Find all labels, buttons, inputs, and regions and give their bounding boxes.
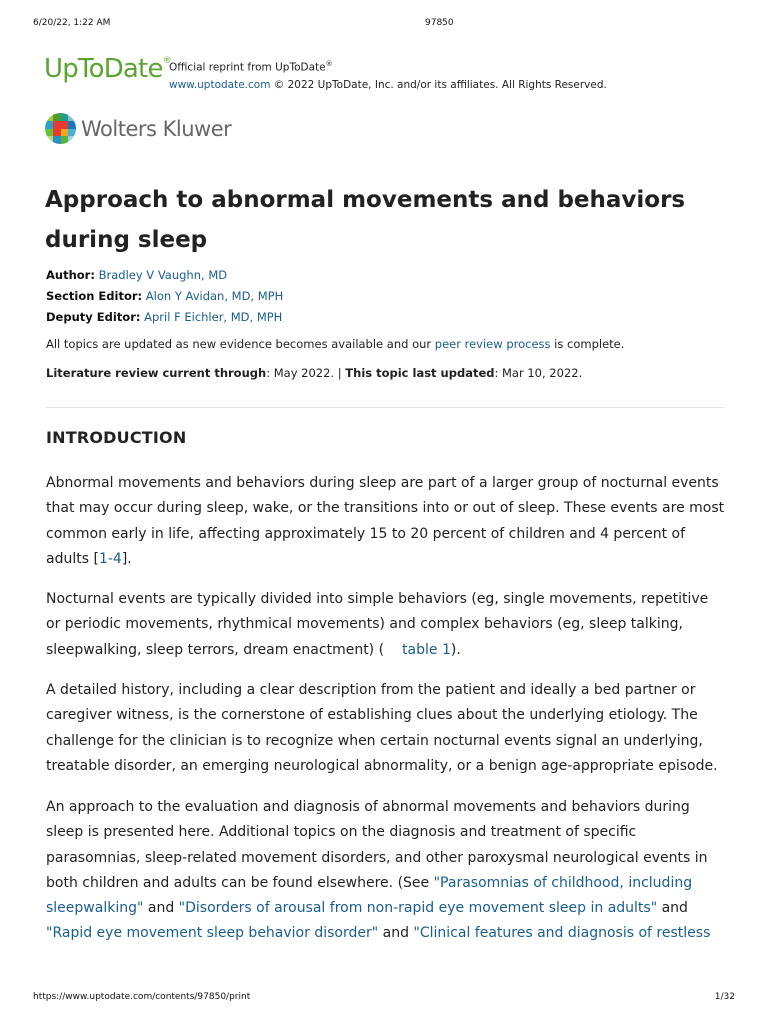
reprint-line: Official reprint from UpToDate (169, 61, 326, 74)
author-link[interactable]: Bradley V Vaughn, MD (98, 268, 228, 282)
article-credits: Author: Bradley V Vaughn, MD Section Editor: Alon Y Avidan, MD, MPH Deputy Editor: April F Eichler, MD, MPH (46, 268, 284, 324)
uptodate-logo-text: UpToDate (44, 54, 163, 84)
introduction-heading: INTRODUCTION (46, 428, 187, 447)
article-title: Approach to abnormal movements and behaviors during sleep (45, 187, 686, 253)
copyright-text: © 2022 UpToDate, Inc. and/or its affiliates. All Rights Reserved. (270, 78, 607, 91)
intro-paragraph-1: Abnormal movements and behaviors during sleep are part of a larger group of nocturnal events that may occur during sleep, wake, or the transitions into or out of sleep. These events are most common early in life, affecting approximately 15 to 20 percent of children and 4 percent of adults [1-4]. (46, 475, 725, 567)
reprint-notice (169, 56, 607, 94)
section-divider (46, 407, 724, 408)
intro-paragraph-3: A detailed history, including a clear description from the patient and ideally a bed partner or caregiver witness, is the cornerstone of establishing clues about the underlying etiology. The challenge for the clinician is to recognize when certain nocturnal events signal an underlying, treatable disorder, an emerging neurological abnormality, or a benign age-appropriate episode. (46, 682, 718, 774)
wolters-kluwer-logo (45, 113, 231, 144)
registered-mark: ® (162, 56, 171, 66)
peer-review-process-link[interactable]: peer review process (434, 337, 551, 351)
restless-legs-link[interactable]: "Clinical features and diagnosis of restless (413, 925, 711, 942)
author-label: Author (46, 268, 91, 282)
intro-paragraph-2: Nocturnal events are typically divided into simple behaviors (eg, single movements, repetitive or periodic movements, rhythmical movements) and complex behaviors (eg, sleep talking, sleepwalking, sleep terrors, dream enactment) ( table 1). (46, 591, 709, 658)
parasomnias-childhood-link[interactable]: "Parasomnias of childhood, including sleepwalking" (46, 874, 693, 917)
last-updated-label: This topic last updated (345, 366, 495, 380)
reference-link-1-4[interactable]: 1-4 (98, 550, 122, 567)
section-editor-label: Section Editor (46, 289, 138, 303)
print-doc-id: 97850 (425, 18, 454, 28)
disorders-of-arousal-link[interactable]: "Disorders of arousal from non-rapid eye movement sleep in adults" (178, 900, 658, 917)
print-url: https://www.uptodate.com/contents/97850/print (33, 992, 251, 1002)
deputy-editor-label: Deputy Editor (46, 310, 136, 324)
lit-review-date: : May 2022. | (266, 366, 346, 380)
deputy-editor-link[interactable]: April F Eichler, MD, MPH (144, 310, 283, 324)
uptodate-logo (44, 54, 171, 84)
section-editor-link[interactable]: Alon Y Avidan, MD, MPH (145, 289, 284, 303)
lit-review-label: Literature review current through (46, 366, 267, 380)
update-notice: All topics are updated as new evidence becomes available and our peer review process is complete. (46, 337, 625, 351)
uptodate-website-link[interactable]: www.uptodate.com (169, 78, 271, 91)
intro-paragraph-4: An approach to the evaluation and diagnosis of abnormal movements and behaviors during sleep is presented here. Additional topics on the diagnosis and treatment of specific parasomnias, sleep-related movement disorders, and other paroxysmal neurological events in both children and adults can be found elsewhere. (See "Parasomnias of childhood, including sleepwalking" and "Disorders of arousal from non-rapid eye movement sleep in adults" and "Rapid eye movement sleep behavior disorder" and "Clinical features and diagnosis of restless (46, 799, 711, 942)
review-dates (46, 366, 582, 380)
rem-sleep-behavior-disorder-link[interactable]: "Rapid eye movement sleep behavior disorder" (46, 925, 379, 942)
reprint-registered-mark: ® (325, 60, 333, 68)
print-date: 6/20/22, 1:22 AM (33, 18, 111, 28)
last-updated-date: : Mar 10, 2022. (494, 366, 583, 380)
page-number: 1/32 (714, 992, 735, 1002)
table-1-link[interactable]: table 1 (402, 641, 451, 658)
wolters-kluwer-name: Wolters Kluwer (81, 116, 232, 141)
wolters-kluwer-mosaic-icon (45, 113, 76, 144)
